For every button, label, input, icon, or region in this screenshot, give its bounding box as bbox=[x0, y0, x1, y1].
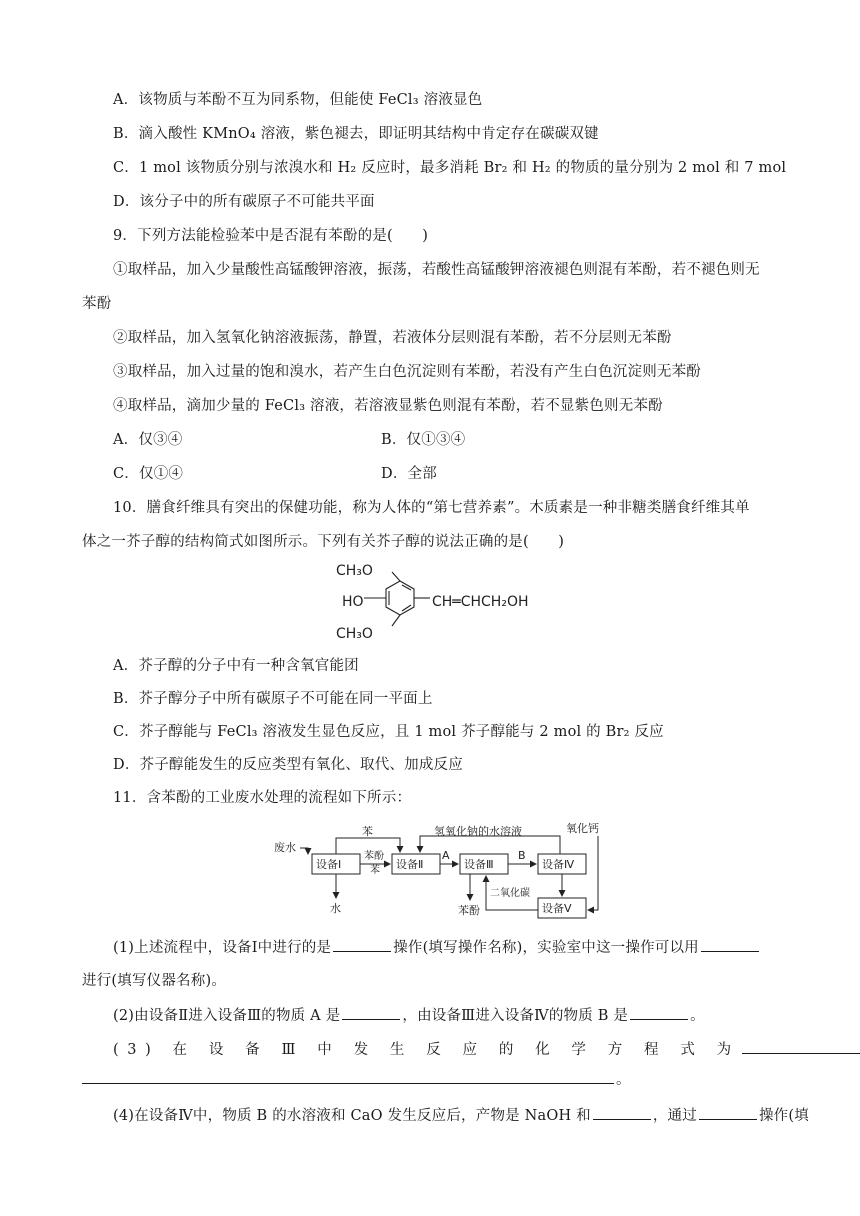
phenol-wastewater-flowchart bbox=[270, 822, 636, 922]
q11-part-2 bbox=[113, 1005, 705, 1026]
q9-option-d: D．全部 bbox=[381, 466, 437, 482]
q8-option-c: C．1 mol 该物质分别与浓溴水和 H₂ 反应时，最多消耗 Br₂ 和 H₂ 的物质的量分别为 2 mol 和 7 mol bbox=[113, 160, 787, 176]
flow-water-label: 水 bbox=[330, 902, 341, 915]
q10-option-a: A．芥子醇的分子中有一种含氧官能团 bbox=[113, 658, 359, 674]
sinapyl-alcohol-structure bbox=[330, 558, 570, 642]
q8-option-a: A．该物质与苯酚不互为同系物，但能使 FeCl₃ 溶液显色 bbox=[113, 92, 483, 108]
q11-part-1-blank-2[interactable] bbox=[701, 937, 759, 952]
structure-bottom-group: CH₃O bbox=[336, 626, 373, 642]
q11-part-3-blank-2[interactable] bbox=[82, 1069, 614, 1084]
unit-4-label: 设备Ⅳ bbox=[542, 858, 575, 871]
q9-option-a: A．仅③④ bbox=[113, 432, 183, 448]
q11-part-4-text-b: ，通过 bbox=[652, 1108, 697, 1124]
flow-co2-label: 二氧化碳 bbox=[490, 888, 530, 899]
unit-3-label: 设备Ⅲ bbox=[464, 858, 494, 871]
q10-stem-line1: 10．膳食纤维具有突出的保健功能，称为人体的“第七营养素”。木质素是一种非糖类膳食纤维其单 bbox=[113, 500, 750, 516]
flow-naoh-label: 氢氧化钠的水溶液 bbox=[434, 825, 522, 838]
q11-part-3 bbox=[113, 1039, 860, 1060]
q10-option-b: B．芥子醇分子中所有碳原子不可能在同一平面上 bbox=[113, 691, 433, 707]
q11-part-3-blank-1[interactable] bbox=[742, 1039, 860, 1054]
q9-statement-1: ①取样品，加入少量酸性高锰酸钾溶液，振荡，若酸性高锰酸钾溶液褪色则混有苯酚，若不褪色则无 bbox=[113, 262, 760, 278]
flow-benzene-2-label: 苯 bbox=[370, 865, 380, 876]
unit-1-label: 设备Ⅰ bbox=[316, 858, 342, 871]
q11-part-3-text-b: 。 bbox=[616, 1072, 631, 1088]
q11-part-3-text-a: (3) 在 设 备 Ⅲ 中 发 生 反 应 的 化 学 方 程 式 为 bbox=[113, 1042, 740, 1058]
q11-part-2-text-b: ，由设备Ⅲ进入设备Ⅳ的物质 B 是 bbox=[402, 1008, 629, 1024]
q10-option-d: D．芥子醇能发生的反应类型有氧化、取代、加成反应 bbox=[113, 757, 463, 773]
q11-part-1-blank-1[interactable] bbox=[333, 937, 391, 952]
q11-part-4-blank-1[interactable] bbox=[593, 1105, 651, 1120]
flow-stream-b-label: B bbox=[518, 849, 526, 862]
q11-part-3-cont bbox=[82, 1069, 631, 1090]
q8-option-b: B．滴入酸性 KMnO₄ 溶液，紫色褪去，即证明其结构中肯定存在碳碳双键 bbox=[113, 126, 599, 142]
q9-statement-4: ④取样品，滴加少量的 FeCl₃ 溶液，若溶液显紫色则混有苯酚，若不显紫色则无苯酚 bbox=[113, 398, 663, 414]
q11-part-4 bbox=[113, 1105, 809, 1126]
benzene-ring bbox=[364, 572, 430, 626]
q11-stem: 11．含苯酚的工业废水处理的流程如下所示： bbox=[113, 790, 412, 806]
q10-option-c: C．芥子醇能与 FeCl₃ 溶液发生显色反应，且 1 mol 芥子醇能与 2 mol 的 Br₂ 反应 bbox=[113, 724, 664, 740]
q9-option-c: C．仅①④ bbox=[113, 466, 184, 482]
q9-statement-2: ②取样品，加入氢氧化钠溶液振荡，静置，若液体分层则混有苯酚，若不分层则无苯酚 bbox=[113, 330, 672, 346]
q11-part-2-text-a: (2)由设备Ⅱ进入设备Ⅲ的物质 A 是 bbox=[113, 1008, 341, 1024]
q11-part-1-cont: 进行(填写仪器名称)。 bbox=[82, 973, 227, 989]
structure-side-chain: CH═CHCH₂OH bbox=[432, 594, 529, 610]
flow-phenol-label: 苯酚 bbox=[458, 904, 480, 917]
q11-part-1 bbox=[113, 937, 761, 958]
q9-option-b: B．仅①③④ bbox=[381, 432, 466, 448]
q9-statement-3: ③取样品，加入过量的饱和溴水，若产生白色沉淀则有苯酚，若没有产生白色沉淀则无苯酚 bbox=[113, 364, 701, 380]
q9-stem: 9．下列方法能检验苯中是否混有苯酚的是( ) bbox=[113, 228, 429, 244]
flow-phenol-benzene-label: 苯酚 bbox=[364, 851, 384, 862]
q11-part-2-blank-1[interactable] bbox=[342, 1005, 400, 1020]
q11-part-4-text-a: (4)在设备Ⅳ中，物质 B 的水溶液和 CaO 发生反应后，产物是 NaOH 和 bbox=[113, 1108, 591, 1124]
flow-stream-a-label: A bbox=[442, 849, 450, 862]
q11-part-1-text-a: (1)上述流程中，设备Ⅰ中进行的是 bbox=[113, 940, 332, 956]
q11-part-1-text-b: 操作(填写操作名称)，实验室中这一操作可以用 bbox=[393, 940, 699, 956]
flow-benzene-label: 苯 bbox=[362, 825, 373, 838]
unit-2-label: 设备Ⅱ bbox=[396, 858, 424, 871]
structure-top-group: CH₃O bbox=[336, 563, 373, 579]
unit-5-label: 设备Ⅴ bbox=[542, 902, 572, 915]
flow-waste-water-label: 废水 bbox=[274, 841, 296, 854]
q11-part-2-blank-2[interactable] bbox=[630, 1005, 688, 1020]
q9-statement-1-cont: 苯酚 bbox=[82, 296, 112, 312]
q11-part-4-blank-2[interactable] bbox=[699, 1105, 757, 1120]
q10-stem-line2: 体之一芥子醇的结构简式如图所示。下列有关芥子醇的说法正确的是( ) bbox=[82, 534, 565, 550]
structure-left-group: HO bbox=[342, 594, 364, 610]
flow-cao-label: 氧化钙 bbox=[566, 822, 599, 835]
q8-option-d: D．该分子中的所有碳原子不可能共平面 bbox=[113, 194, 375, 210]
q11-part-2-text-c: 。 bbox=[690, 1008, 705, 1024]
q11-part-4-text-c: 操作(填 bbox=[758, 1108, 809, 1124]
